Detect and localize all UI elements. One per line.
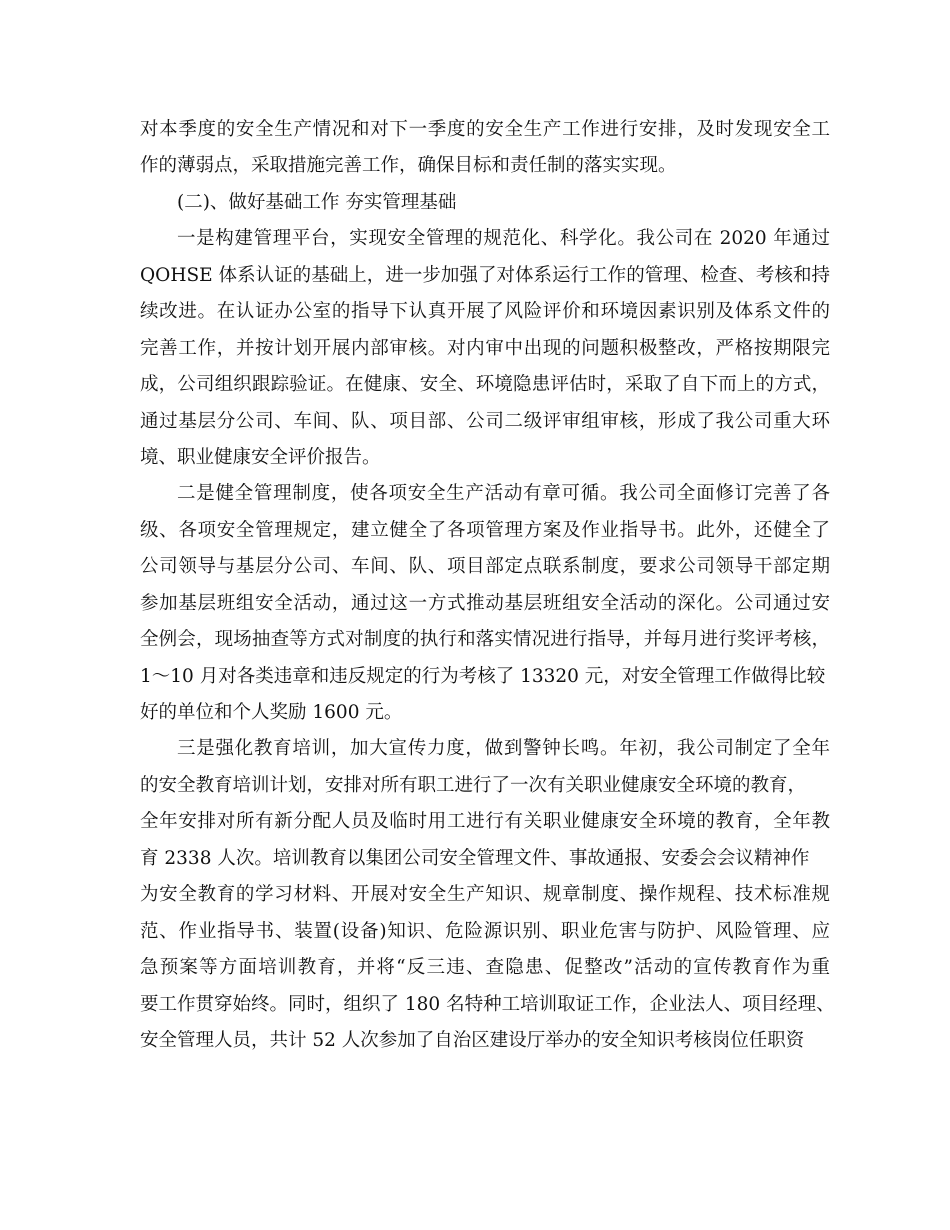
text-line: 成，公司组织跟踪验证。在健康、安全、环境隐患评估时，采取了自下而上的方式， [140, 374, 830, 396]
text-line: 急预案等方面培训教育，并将“反三违、查隐患、促整改”活动的宣传教育作为重 [140, 957, 830, 979]
text-line: 的安全教育培训计划，安排对所有职工进行了一次有关职业健康安全环境的教育， [140, 774, 807, 796]
text-line: 安全管理人员，共计 52 人次参加了自治区建设厅举办的安全知识考核岗位任职资 [140, 1029, 805, 1051]
text-line: 境、职业健康安全评价报告。 [140, 446, 381, 468]
text-line: 要工作贯穿始终。同时，组织了 180 名特种工培训取证工作，企业法人、项目经理、 [140, 993, 835, 1015]
text-line: 级、各项安全管理规定，建立健全了各项管理方案及作业指导书。此外，还健全了 [140, 519, 830, 541]
text-line: 全年安排对所有新分配人员及临时用工进行有关职业健康安全环境的教育，全年教 [140, 811, 830, 833]
text-line: 一是构建管理平台，实现安全管理的规范化、科学化。我公司在 2020 年通过 [177, 228, 830, 250]
text-line: 1～10 月对各类违章和违反规定的行为考核了 13320 元，对安全管理工作做得比较 [140, 665, 826, 687]
text-line: 完善工作，并按计划开展内部审核。对内审中出现的问题积极整改，严格按期限完 [140, 337, 830, 359]
text-line: 参加基层班组安全活动，通过这一方式推动基层班组安全活动的深化。公司通过安 [140, 592, 830, 614]
text-line: 为安全教育的学习材料、开展对安全生产知识、规章制度、操作规程、技术标准规 [140, 884, 830, 906]
section-heading: (二)、做好基础工作 夯实管理基础 [177, 191, 457, 213]
text-line: 作的薄弱点，采取措施完善工作，确保目标和责任制的落实实现。 [140, 155, 677, 177]
text-line: 好的单位和个人奖励 1600 元。 [140, 702, 403, 723]
text-line: 二是健全管理制度，使各项安全生产活动有章可循。我公司全面修订完善了各 [177, 483, 830, 505]
text-line: 三是强化教育培训，加大宣传力度，做到警钟长鸣。年初，我公司制定了全年 [177, 738, 830, 760]
text-line: 全例会，现场抽查等方式对制度的执行和落实情况进行指导，并每月进行奖评考核， [140, 629, 830, 651]
text-line: QOHSE 体系认证的基础上，进一步加强了对体系运行工作的管理、检查、考核和持 [140, 264, 830, 286]
text-line: 育 2338 人次。培训教育以集团公司安全管理文件、事故通报、安委会会议精神作 [140, 847, 810, 869]
text-line: 续改进。在认证办公室的指导下认真开展了风险评价和环境因素识别及体系文件的 [140, 301, 830, 323]
text-line: 对本季度的安全生产情况和对下一季度的安全生产工作进行安排，及时发现安全工 [140, 119, 830, 140]
text-line: 范、作业指导书、装置(设备)知识、危险源识别、职业危害与防护、风险管理、应 [140, 920, 830, 942]
document-body [140, 112, 835, 1059]
text-line: 公司领导与基层分公司、车间、队、项目部定点联系制度，要求公司领导干部定期 [140, 556, 830, 578]
text-line: 通过基层分公司、车间、队、项目部、公司二级评审组审核，形成了我公司重大环 [140, 410, 830, 432]
